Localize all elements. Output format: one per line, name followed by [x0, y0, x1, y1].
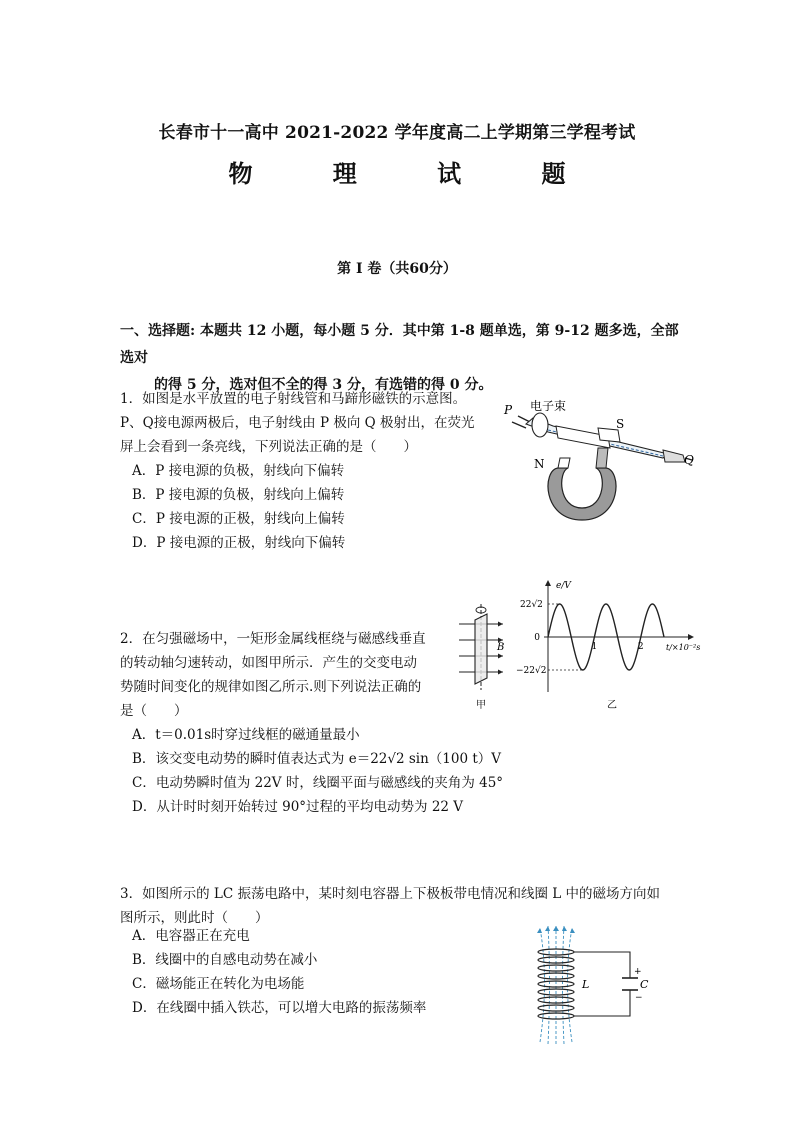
q3-option-d[interactable]: D．在线圈中插入铁芯，可以增大电路的振荡频率 — [132, 1000, 427, 1016]
q1-option-d[interactable]: D．P 接电源的正极，射线向下偏转 — [132, 535, 346, 551]
q1-option-b[interactable]: B．P 接电源的负极，射线向上偏转 — [132, 487, 345, 503]
q2-ylabel: e/V — [556, 581, 571, 591]
q3-field-lines — [540, 926, 572, 1044]
section-line-2: 的得 5 分，选对但不全的得 3 分，有选错的得 0 分。 — [154, 377, 493, 393]
section-line-1: 一、选择题: 本题共 12 小题，每小题 5 分．其中第 1-8 题单选，第 9-12 题多选，全部选对 — [120, 323, 679, 366]
q2-line-2: 的转动轴匀速转动，如图甲所示．产生的交变电动 — [120, 655, 417, 671]
q2-option-c[interactable]: C．电动势瞬时值为 22V 时，线圈平面与磁感线的夹角为 45° — [132, 775, 504, 791]
q3-label-l: L — [582, 978, 590, 991]
q1-line-3: 屏上会看到一条亮线，下列说法正确的是（ ） — [120, 439, 417, 455]
q2-caption-yi: 乙 — [607, 700, 617, 711]
q3-option-c[interactable]: C．磁场能正在转化为电场能 — [132, 976, 305, 992]
q3-plus-sign: + — [634, 967, 642, 977]
q1-line-1: 1．如图是水平放置的电子射线管和马蹄形磁铁的示意图。 — [120, 391, 467, 407]
q2-tick-zero: 0 — [534, 633, 540, 643]
volume-heading: 第 I 卷（共60分） — [337, 261, 457, 277]
q2-label-b: B — [497, 642, 505, 653]
q3-line-1: 3．如图所示的 LC 振荡电路中，某时刻电容器上下极板带电情况和线圈 L 中的磁场方向如 — [120, 886, 661, 902]
q3-line-2: 图所示，则此时（ ） — [120, 910, 269, 926]
q3-figure-lc-circuit — [532, 922, 660, 1050]
q1-label-q: Q — [684, 453, 694, 467]
q1-option-c[interactable]: C．P 接电源的正极，射线向上偏转 — [132, 511, 345, 527]
q2-tick-top: 22√2 — [520, 600, 543, 610]
q2-figure-jia — [455, 602, 517, 714]
q1-label-n: N — [534, 457, 545, 471]
q3-minus-sign: − — [635, 993, 643, 1003]
q2-xlabel: t/×10⁻²s — [666, 643, 701, 652]
exam-title: 长春市十一高中 2021-2022 学年度高二上学期第三学程考试 — [158, 123, 636, 143]
q2-line-4: 是（ ） — [120, 703, 188, 719]
q2-tick-2: 2 — [637, 642, 644, 652]
subject-title: 物 理 试 题 — [228, 159, 602, 188]
q1-line-2: P、Q接电源两极后，电子射线由 P 极向 Q 极射出，在荧光 — [120, 415, 475, 431]
q2-line-1: 2．在匀强磁场中，一矩形金属线框绕与磁感线垂直 — [120, 631, 426, 647]
q2-tick-bottom: −22√2 — [516, 666, 547, 676]
q1-label-s: S — [616, 417, 625, 431]
q1-option-a[interactable]: A．P 接电源的负极，射线向下偏转 — [132, 463, 345, 479]
q1-label-beam: 电子束 — [530, 399, 567, 413]
q3-label-c: C — [640, 978, 649, 991]
q2-option-a[interactable]: A．t＝0.01s时穿过线框的磁通量最小 — [132, 727, 360, 743]
question-3-options — [120, 924, 520, 1020]
q2-chart-yi — [516, 576, 704, 712]
q2-option-b[interactable]: B．该交变电动势的瞬时值表达式为 e＝22√2 sin（100 t）V — [132, 751, 502, 767]
q2-line-3: 势随时间变化的规律如图乙所示.则下列说法正确的 — [120, 679, 422, 695]
q2-tick-1: 1 — [591, 642, 598, 652]
q1-label-p: P — [504, 403, 513, 417]
q2-option-d[interactable]: D．从计时时刻开始转过 90°过程的平均电动势为 22 V — [132, 799, 464, 815]
q2-caption-jia: 甲 — [476, 700, 486, 711]
question-2-options — [120, 723, 680, 819]
question-2 — [120, 627, 450, 723]
question-1 — [120, 387, 490, 555]
q3-option-b[interactable]: B．线圈中的自感电动势在减小 — [132, 952, 318, 968]
q3-option-a[interactable]: A．电容器正在充电 — [132, 928, 250, 944]
q1-figure-tube-magnet — [498, 392, 698, 528]
